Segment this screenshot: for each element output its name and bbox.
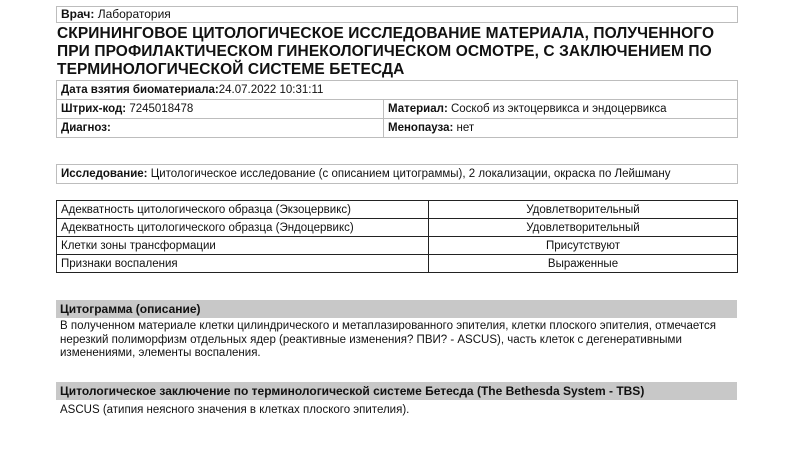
material-value: Соскоб из эктоцервикса и эндоцервикса [450,103,667,115]
diagnosis-cell [57,119,384,138]
menopause-label: Менопауза: [388,122,454,134]
param-name: Клетки зоны трансформации [57,237,429,255]
doctor-value: Лаборатория [97,7,171,21]
param-name: Адекватность цитологического образца (Эндоцервикс) [57,219,429,237]
param-name: Адекватность цитологического образца (Экзоцервикс) [57,201,429,219]
param-name: Признаки воспаления [57,255,429,273]
material-cell [384,100,738,119]
page-title: СКРИНИНГОВОЕ ЦИТОЛОГИЧЕСКОЕ ИССЛЕДОВАНИЕ МАТЕРИАЛА, ПОЛУЧЕННОГО ПРИ ПРОФИЛАКТИЧЕСКОМ ГИНЕКОЛОГИЧЕСКОМ ОСМОТРЕ, С ЗАКЛЮЧЕНИЕМ ПО ТЕРМИНОЛОГИЧЕСКОЙ СИСТЕМЕ БЕТЕСДА [57,25,715,78]
date-label: Дата взятия биоматериала: [61,84,219,96]
table-row [57,255,738,273]
table-row [57,81,738,100]
param-value: Удовлетворительный [429,219,738,237]
cytogram-header: Цитограмма (описание) [56,300,737,318]
table-row [57,100,738,119]
doctor-label: Врач: [61,7,95,21]
cytogram-text: В полученном материале клетки цилиндрического и метаплазированного эпителия, клетки плоского эпителия, отмечается нерезкий полиморфизм отдельных ядер (реактивные изменения? ПВИ? - ASCUS), часть клеток с дегенеративными изменениями, элементы воспаления. [60,320,716,359]
material-label: Материал: [388,103,448,115]
table-row [57,119,738,138]
study-label: Исследование: [61,168,148,180]
table-row [57,219,738,237]
barcode-cell [57,100,384,119]
param-value: Присутствуют [429,237,738,255]
table-row [57,237,738,255]
conclusion-text: ASCUS (атипия неясного значения в клетках плоского эпителия). [60,404,410,416]
table-row [57,201,738,219]
date-cell [57,81,738,100]
diagnosis-label: Диагноз: [61,122,111,134]
study-field [56,164,738,184]
barcode-value: 7245018478 [129,103,194,115]
meta-table [56,80,738,138]
param-value: Выраженные [429,255,738,273]
barcode-label: Штрих-код: [61,103,127,115]
menopause-cell [384,119,738,138]
conclusion-header: Цитологическое заключение по терминологической системе Бетесда (The Bethesda System - TBS) [56,382,737,400]
doctor-field [56,6,738,23]
param-value: Удовлетворительный [429,201,738,219]
study-value: Цитологическое исследование (с описанием цитограммы), 2 локализации, окраска по Лейшману [150,168,671,180]
date-value: 24.07.2022 10:31:11 [218,84,324,96]
params-table [56,200,738,273]
menopause-value: нет [456,122,475,134]
